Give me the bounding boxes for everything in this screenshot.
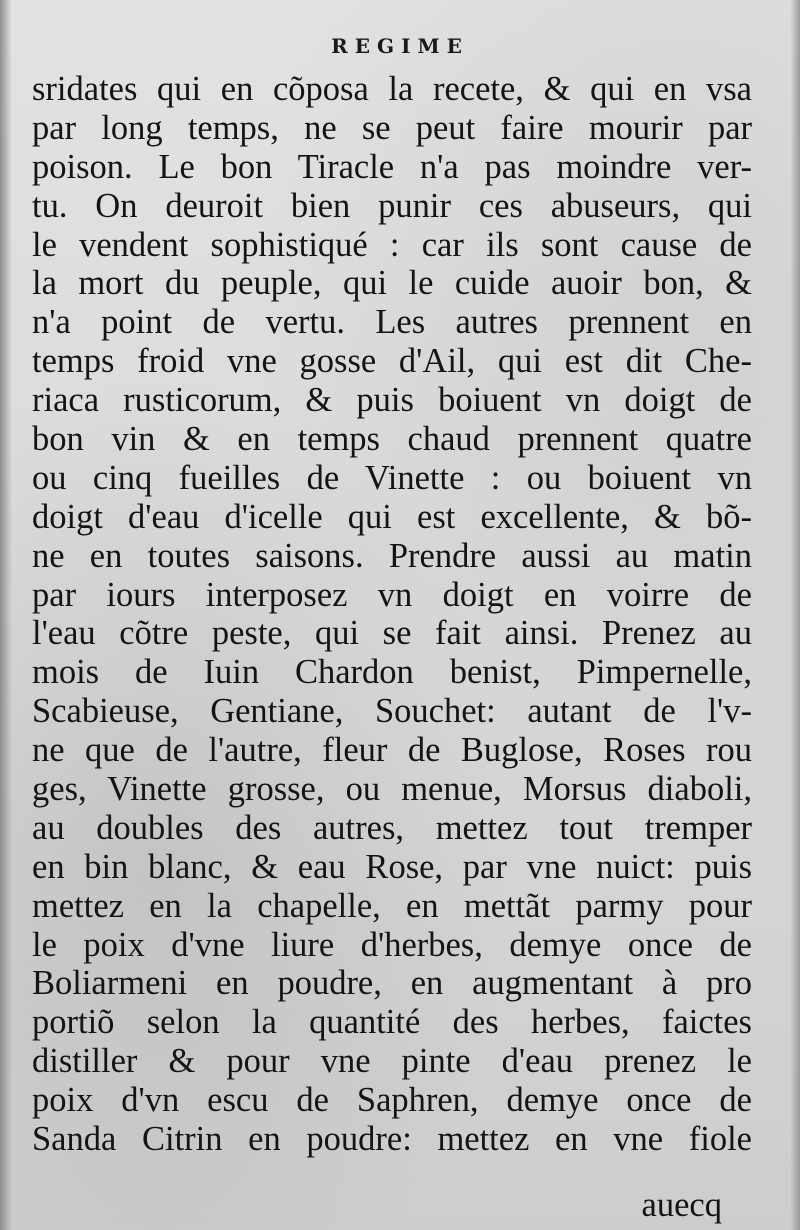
text-line: Sanda Citrin en poudre: mettez en vne fiole xyxy=(32,1120,752,1159)
text-line: poison. Le bon Tiracle n'a pas moindre ver- xyxy=(32,147,752,186)
text-line: ou cinq fueilles de Vinette : ou boiuent vn xyxy=(32,458,752,497)
text-line: sridates qui en cõposa la recete, & qui en vsa xyxy=(32,70,752,108)
text-line: tu. On deuroit bien punir ces abuseurs, qui xyxy=(32,186,752,225)
text-line: temps froid vne gosse d'Ail, qui est dit Che- xyxy=(32,342,752,381)
text-line: l'eau cõtre peste, qui se fait ainsi. Prenez au xyxy=(32,614,752,653)
text-line: Boliarmeni en poudre, en augmentant à pro xyxy=(32,964,752,1003)
text-line: n'a point de vertu. Les autres prennent en xyxy=(32,303,752,342)
text-line: doigt d'eau d'icelle qui est excellente, & bõ- xyxy=(32,497,752,536)
text-line: poix d'vn escu de Saphren, demye once de xyxy=(32,1081,752,1120)
catchword: auecq xyxy=(641,1186,722,1224)
text-line: mois de Iuin Chardon benist, Pimpernelle, xyxy=(32,653,752,692)
running-title: REGIME xyxy=(331,34,469,58)
page-edge-left xyxy=(0,0,12,1230)
body-text xyxy=(32,70,752,1159)
text-line: ges, Vinette grosse, ou menue, Morsus diaboli, xyxy=(32,770,752,809)
text-line: la mort du peuple, qui le cuide auoir bon, & xyxy=(32,264,752,303)
text-line: distiller & pour vne pinte d'eau prenez le xyxy=(32,1042,752,1081)
text-line: au doubles des autres, mettez tout tremper xyxy=(32,808,752,847)
text-line: ne en toutes saisons. Prendre aussi au matin xyxy=(32,536,752,575)
text-line: en bin blanc, & eau Rose, par vne nuict: puis xyxy=(32,847,752,886)
text-line: mettez en la chapelle, en mettãt parmy pour xyxy=(32,886,752,925)
text-line: le poix d'vne liure d'herbes, demye once de xyxy=(32,925,752,964)
text-line: bon vin & en temps chaud prennent quatre xyxy=(32,420,752,459)
text-line: par iours interposez vn doigt en voirre de xyxy=(32,575,752,614)
page-edge-right xyxy=(790,0,800,1230)
text-line: riaca rusticorum, & puis boiuent vn doigt de xyxy=(32,381,752,420)
text-line: par long temps, ne se peut faire mourir par xyxy=(32,108,752,147)
text-line: le vendent sophistiqué : car ils sont cause de xyxy=(32,225,752,264)
text-line: Scabieuse, Gentiane, Souchet: autant de l'v- xyxy=(32,692,752,731)
text-line: portiõ selon la quantité des herbes, faictes xyxy=(32,1003,752,1042)
text-line: ne que de l'autre, fleur de Buglose, Roses rou xyxy=(32,731,752,770)
